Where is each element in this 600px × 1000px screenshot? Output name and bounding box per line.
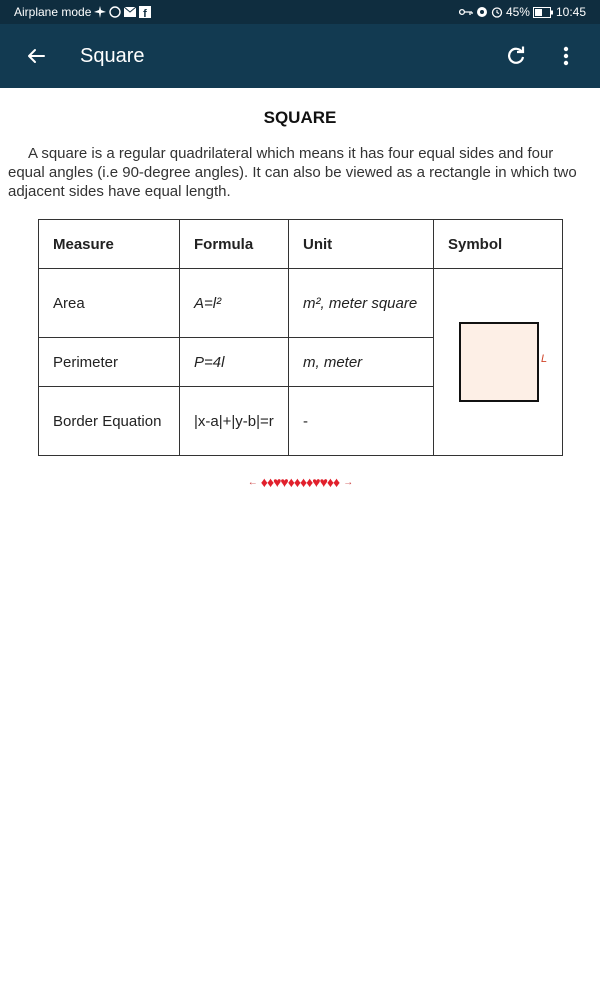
- table-header-row: [39, 220, 563, 269]
- app-title: Square: [80, 44, 145, 67]
- cell-formula: A=l²: [180, 269, 289, 338]
- header-formula: Formula: [180, 220, 289, 269]
- whatsapp-icon: [109, 6, 121, 18]
- header-measure: Measure: [39, 220, 180, 269]
- square-symbol: [459, 322, 539, 402]
- symbol-cell: [434, 269, 563, 456]
- battery-icon: [533, 7, 553, 18]
- facebook-icon: [139, 6, 151, 18]
- mail-icon: [124, 7, 136, 17]
- cell-unit: m, meter: [289, 338, 434, 387]
- header-symbol: Symbol: [434, 220, 563, 269]
- square-properties-table: [38, 219, 563, 456]
- app-bar: [0, 24, 600, 88]
- side-length-label: L: [541, 353, 548, 365]
- status-left: [14, 5, 151, 19]
- intro-paragraph: A square is a regular quadrilateral which means it has four equal sides and four equal angles (i.e 90-degree angles). It can also be viewed as a rectangle in which two adjacent sides have equal length.: [8, 145, 577, 200]
- cell-measure: Border Equation: [39, 387, 180, 456]
- airplane-mode-label: Airplane mode: [14, 5, 92, 19]
- key-icon: [459, 7, 473, 17]
- cell-unit: -: [289, 387, 434, 456]
- refresh-icon: [506, 46, 526, 66]
- status-bar: [0, 0, 600, 24]
- app-bar-actions: [496, 36, 586, 76]
- svg-text:f: f: [143, 8, 148, 18]
- airplane-icon: [94, 6, 106, 18]
- clock-time: 10:45: [555, 5, 586, 19]
- divider-ornament: ♦♦♥♥♦♦♦♦♥♥♦♦: [260, 474, 340, 490]
- alarm-icon: [491, 6, 503, 18]
- divider-left-arrow: ←: [247, 476, 257, 488]
- more-options-button[interactable]: [546, 36, 586, 76]
- more-vert-icon: [563, 46, 569, 66]
- battery-percent: 45%: [505, 5, 530, 19]
- ornament-divider: [8, 474, 592, 490]
- status-right: [459, 5, 586, 19]
- back-button[interactable]: [16, 36, 56, 76]
- cell-measure: Perimeter: [39, 338, 180, 387]
- divider-right-arrow: →: [343, 476, 353, 488]
- cell-formula: |x-a|+|y-b|=r: [180, 387, 289, 456]
- arrow-left-icon: [26, 46, 46, 66]
- refresh-button[interactable]: [496, 36, 536, 76]
- cell-measure: Area: [39, 269, 180, 338]
- table-row: [39, 269, 563, 338]
- page-heading: SQUARE: [263, 108, 337, 127]
- eye-icon: [476, 6, 488, 18]
- header-unit: Unit: [289, 220, 434, 269]
- cell-unit: m², meter square: [289, 269, 434, 338]
- cell-formula: P=4l: [180, 338, 289, 387]
- page-content: [0, 108, 600, 490]
